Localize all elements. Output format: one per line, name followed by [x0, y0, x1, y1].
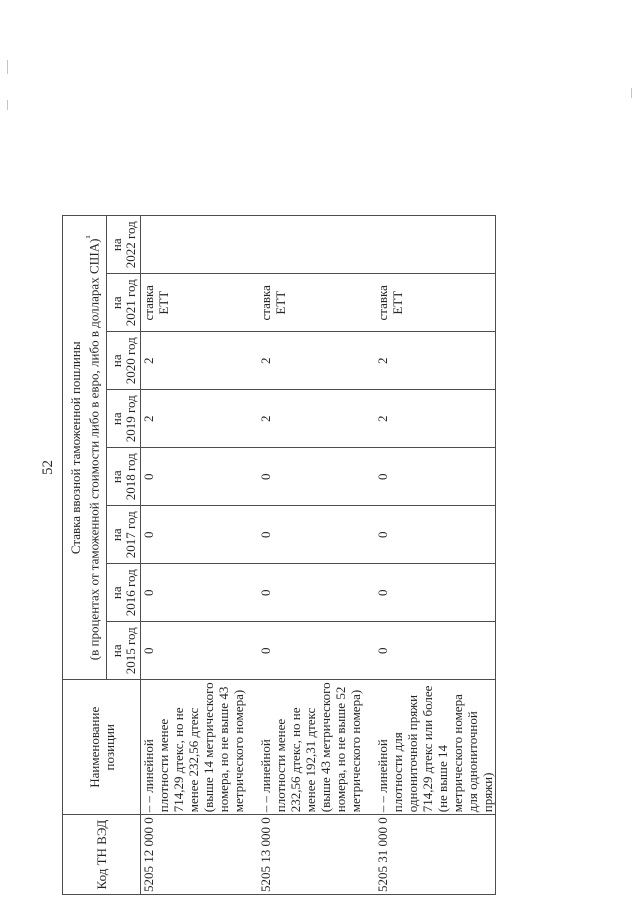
rate-cell: 2	[141, 332, 247, 390]
header-year: на 2021 год	[107, 274, 141, 332]
rate-cell: 0	[363, 622, 496, 680]
tariff-table	[62, 215, 496, 895]
rate-cell: 2	[363, 390, 496, 448]
rate-cell	[141, 216, 247, 274]
table-row	[246, 216, 363, 895]
rate-cell: ставка ЕТТ	[246, 274, 363, 332]
rate-cell: 2	[246, 332, 363, 390]
rate-cell: 0	[246, 622, 363, 680]
rate-cell: ставка ЕТТ	[363, 274, 496, 332]
page-number: 52	[40, 460, 56, 475]
rate-cell: 2	[141, 390, 247, 448]
row-code: 5205 13 000 0	[246, 815, 363, 895]
rate-cell: 0	[141, 448, 247, 506]
header-year: на 2020 год	[107, 332, 141, 390]
rate-cell: 0	[246, 448, 363, 506]
rate-cell: 0	[141, 506, 247, 564]
header-year: на 2019 год	[107, 390, 141, 448]
rate-cell: 0	[363, 506, 496, 564]
rate-cell: 0	[246, 564, 363, 622]
header-year: на 2022 год	[107, 216, 141, 274]
row-name: – – линейной плотности менее 232,56 дтекс, но не менее 192,31 дтекс (выше 43 метрического номера, но не выше 52 метрического номера)	[246, 680, 363, 815]
header-rate: Ставка ввозной таможенной пошлины (в процентах от таможенной стоимости либо в евро, либо в долларах США)$^{^1}$	[63, 216, 107, 680]
header-year: на 2018 год	[107, 448, 141, 506]
header-year: на 2015 год	[107, 622, 141, 680]
header-code: Код ТН ВЭД	[63, 815, 141, 895]
header-year: на 2016 год	[107, 564, 141, 622]
rate-cell: 0	[363, 448, 496, 506]
table-row	[141, 216, 247, 895]
row-code: 5205 12 000 0	[141, 815, 247, 895]
table-row	[363, 216, 496, 895]
row-name: – – линейной плотности менее 714,29 дтекс, но не менее 232,56 дтекс (выше 14 метрического номера, но не выше 43 метрического номера)	[141, 680, 247, 815]
header-year: на 2017 год	[107, 506, 141, 564]
row-name: – – линейной плотности для однониточной пряжи 714,29 дтекс или более (не выше 14 метрического номера для однониточной пряжи)	[363, 680, 496, 815]
rate-cell: 2	[363, 332, 496, 390]
rate-cell: 0	[141, 622, 247, 680]
rate-cell: 0	[363, 564, 496, 622]
header-name: Наименование позиции	[63, 680, 141, 815]
rate-cell	[246, 216, 363, 274]
row-code: 5205 31 000 0	[363, 815, 496, 895]
rate-cell: ставка ЕТТ	[141, 274, 247, 332]
rate-cell: 0	[141, 564, 247, 622]
rate-cell: 0	[246, 506, 363, 564]
rate-cell: 2	[246, 390, 363, 448]
rate-cell	[363, 216, 496, 274]
